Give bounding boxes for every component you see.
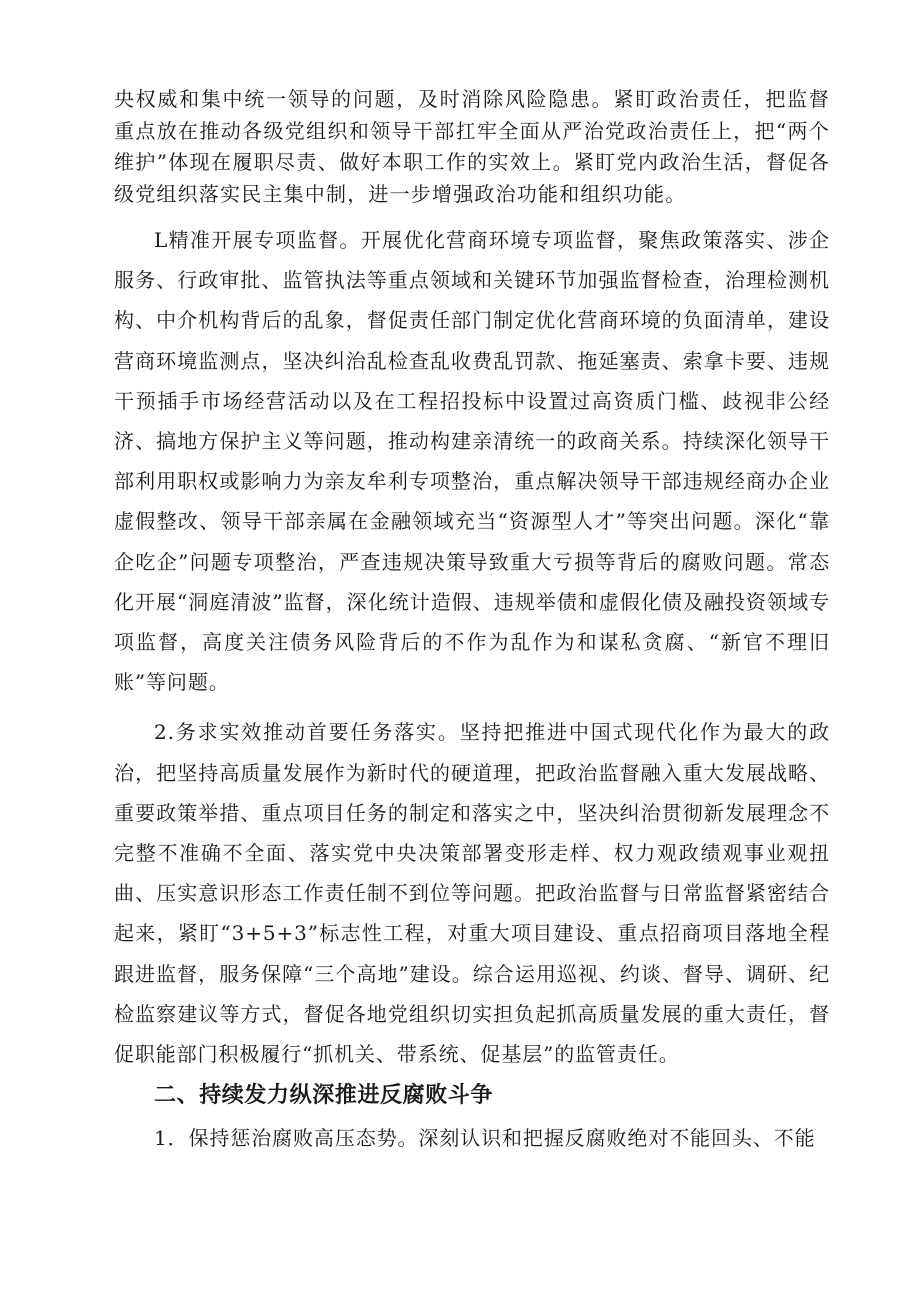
paragraph-primary-task: 2.务求实效推动首要任务落实。坚持把推进中国式现代化作为最大的政治，把坚持高质量发展作为新时代的硬道理，把政治监督融入重大发展战略、重要政策举措、重点项目任务的制定和落实之中，坚决纠治贯彻新发展理念不完整不准确不全面、落实党中央决策部署变形走样、权力观政绩观事业观扭曲、压实意识形态工作责任制不到位等问题。把政治监督与日常监督紧密结合起来，紧盯“3+5+3”标志性工程，对重大项目建设、重点招商项目落地全程跟进监督，服务保障“三个高地”建设。综合运用巡视、约谈、督导、调研、纪检监察建议等方式，督促各地党组织切实担负起抓高质量发展的重大责任，督促职能部门积极履行“抓机关、带系统、促基层”的监管责任。: [114, 720, 830, 1067]
paragraph-continuation: 央权威和集中统一领导的问题，及时消除风险隐患。紧盯政治责任，把监督重点放在推动各级党组织和领导干部扛牢全面从严治党政治责任上，把“两个维护”体现在履职尽责、做好本职工作的实效上。紧盯党内政治生活，督促各级党组织落实民主集中制，进一步增强政治功能和组织功能。: [114, 87, 830, 206]
paragraph-special-supervision: L精准开展专项监督。开展优化营商环境专项监督，聚焦政策落实、涉企服务、行政审批、监管执法等重点领域和关键环节加强监督检查，治理检测机构、中介机构背后的乱象，督促责任部门制定优化营商环境的负面清单，建设营商环境监测点，坚决纠治乱检查乱收费乱罚款、拖延塞责、索拿卡要、违规干预插手市场经营活动以及在工程招投标中设置过高资质门槛、歧视非公经济、搞地方保护主义等问题，推动构建亲清统一的政商关系。持续深化领导干部利用职权或影响力为亲友牟利专项整治，重点解决领导干部违规经商办企业虚假整改、领导干部亲属在金融领域充当“资源型人才”等突出问题。深化“靠企吃企”问题专项整治，严查违规决策导致重大亏损等背后的腐败问题。常态化开展“洞庭清波”监督，深化统计造假、违规举债和虚假化债及融投资领域专项监督，高度关注债务风险背后的不作为乱作为和谋私贪腐、“新官不理旧账”等问题。: [114, 228, 830, 695]
paragraph-anti-corruption: 1．保持惩治腐败高压态势。深刻认识和把握反腐败绝对不能回头、不能: [154, 1126, 816, 1151]
section-heading: 二、持续发力纵深推进反腐败斗争: [154, 1083, 494, 1109]
document-page: [114, 84, 830, 1158]
